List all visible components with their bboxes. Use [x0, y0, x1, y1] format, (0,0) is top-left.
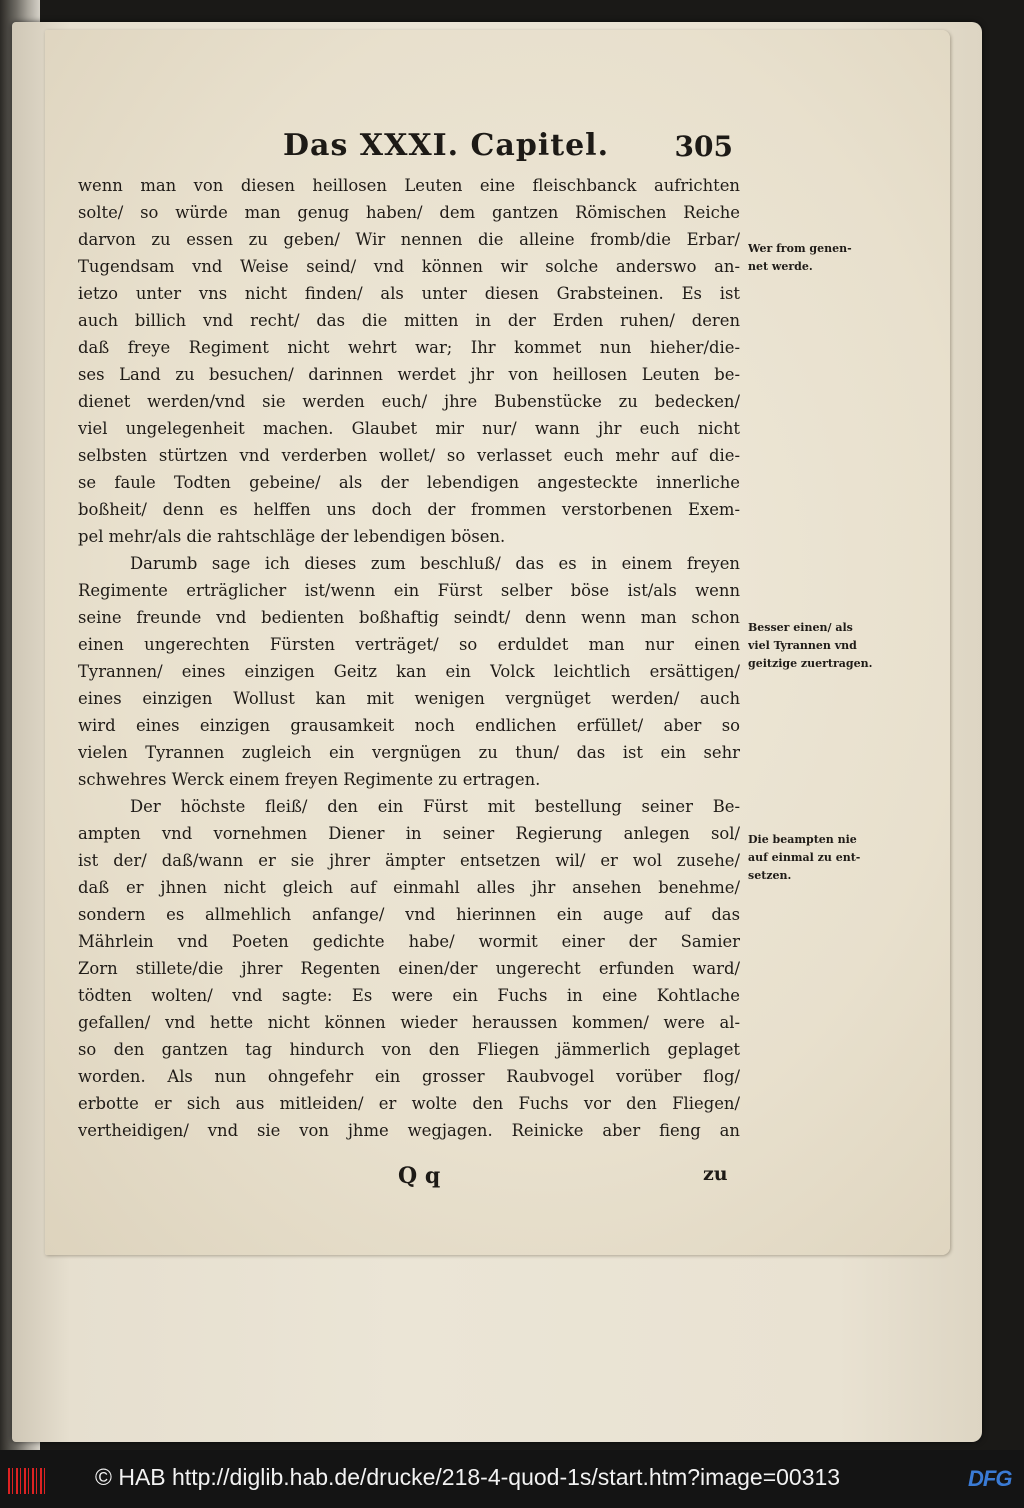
text-line: Zorn stillete/die jhrer Regenten einen/der ungerecht erfunden ward/: [78, 959, 740, 978]
text-line: ses Land zu besuchen/ darinnen werdet jhr von heillosen Leuten be-: [78, 365, 740, 384]
text-line: Mährlein vnd Poeten gedichte habe/ wormit einer der Samier: [78, 932, 740, 951]
text-line: vielen Tyrannen zugleich ein vergnügen zu thun/ das ist ein sehr: [78, 743, 740, 762]
text-line: vertheidigen/ vnd sie von jhme wegjagen. Reinicke aber fieng an: [78, 1121, 740, 1140]
margin-note-line: Wer from genen-: [748, 242, 852, 255]
margin-note-line: net werde.: [748, 260, 813, 273]
margin-note-3: [748, 831, 883, 885]
text-line: auch billich vnd recht/ das die mitten in der Erden ruhen/ deren: [78, 311, 740, 330]
text-line: gefallen/ vnd hette nicht können wieder heraussen kommen/ were al-: [78, 1013, 740, 1032]
text-line: tödten wolten/ vnd sagte: Es were ein Fuchs in eine Kohtlache: [78, 986, 740, 1005]
dfg-logo: DFG: [968, 1466, 1012, 1491]
text-line: daß freye Regiment nicht wehrt war; Ihr kommet nun hieher/die-: [78, 338, 740, 357]
text-line: Regimente erträglicher ist/wenn ein Fürst selber böse ist/als wenn: [78, 581, 740, 600]
body-text: [78, 172, 740, 1144]
margin-note-line: Die beampten nie: [748, 833, 857, 846]
margin-note-2: [748, 619, 883, 673]
text-line: se faule Todten gebeine/ als der lebendigen angesteckte innerliche: [78, 473, 740, 492]
text-line: selbsten stürtzen vnd verderben wollet/ so verlasset euch mehr auf die-: [78, 446, 740, 465]
text-line: ietzo unter vns nicht finden/ als unter diesen Grabsteinen. Es ist: [78, 284, 740, 303]
margin-note-line: setzen.: [748, 869, 792, 882]
text-line: wird eines einzigen grausamkeit noch endlichen erfüllet/ aber so: [78, 716, 740, 735]
text-line: dienet werden/vnd sie werden euch/ jhre Bubenstücke zu bedecken/: [78, 392, 740, 411]
page-number: 305: [674, 130, 733, 163]
text-line: ampten vnd vornehmen Diener in seiner Regierung anlegen sol/: [78, 824, 740, 843]
running-title: Das XXXI. Capitel.: [283, 128, 610, 163]
footer-bar: [0, 1450, 1024, 1508]
page-header: [283, 128, 733, 168]
text-line: Der höchste fleiß/ den ein Fürst mit bestellung seiner Be-: [130, 797, 740, 816]
text-line: seine freunde vnd bedienten boßhaftig seindt/ denn wenn man schon: [78, 608, 740, 627]
text-line: wenn man von diesen heillosen Leuten eine fleischbanck aufrichten: [78, 176, 740, 195]
margin-note-line: auf einmal zu ent-: [748, 851, 861, 864]
text-line: Darumb sage ich dieses zum beschluß/ das es in einem freyen: [130, 554, 740, 573]
text-line: solte/ so würde man genug haben/ dem gantzen Römischen Reiche: [78, 203, 740, 222]
text-line: daß er jhnen nicht gleich auf einmahl alles jhr ansehen benehme/: [78, 878, 740, 897]
signature-mark: Q q: [398, 1163, 441, 1189]
text-line: viel ungelegenheit machen. Glaubet mir nur/ wann jhr euch nicht: [78, 419, 740, 438]
text-line: ist der/ daß/wann er sie jhrer ämpter entsetzen wil/ er wol zusehe/: [78, 851, 740, 870]
copyright-link[interactable]: © HAB http://diglib.hab.de/drucke/218-4-quod-1s/start.htm?image=00313: [95, 1464, 841, 1490]
text-line: erbotte er sich aus mitleiden/ er wolte den Fuchs vor den Fliegen/: [78, 1094, 740, 1113]
margin-note-line: viel Tyrannen vnd: [748, 639, 857, 652]
text-line: Tugendsam vnd Weise seind/ vnd können wir solche anderswo an-: [78, 257, 740, 276]
text-line: pel mehr/als die rahtschläge der lebendigen bösen.: [78, 527, 506, 546]
barcode-icon: [8, 1468, 46, 1494]
text-line: einen ungerechten Fürsten verträget/ so erduldet man nur einen: [78, 635, 740, 654]
text-line: sondern es allmehlich anfange/ vnd hierinnen ein auge auf das: [78, 905, 740, 924]
text-line: Tyrannen/ eines einzigen Geitz kan ein Volck leichtlich ersättigen/: [78, 662, 740, 681]
text-line: worden. Als nun ohngefehr ein grosser Raubvogel vorüber flog/: [78, 1067, 740, 1086]
text-line: schwehres Werck einem freyen Regimente zu ertragen.: [78, 770, 541, 789]
margin-note-line: Besser einen/ als: [748, 621, 853, 634]
text-line: so den gantzen tag hindurch von den Fliegen jämmerlich geplaget: [78, 1040, 740, 1059]
text-line: eines einzigen Wollust kan mit wenigen vergnüget werden/ auch: [78, 689, 740, 708]
text-line: boßheit/ denn es helffen uns doch der frommen verstorbenen Exem-: [78, 500, 740, 519]
text-line: darvon zu essen zu geben/ Wir nennen die alleine fromb/die Erbar/: [78, 230, 740, 249]
catchword: zu: [703, 1163, 728, 1185]
margin-note-line: geitzige zuertragen.: [748, 657, 873, 670]
margin-note-1: [748, 240, 883, 276]
